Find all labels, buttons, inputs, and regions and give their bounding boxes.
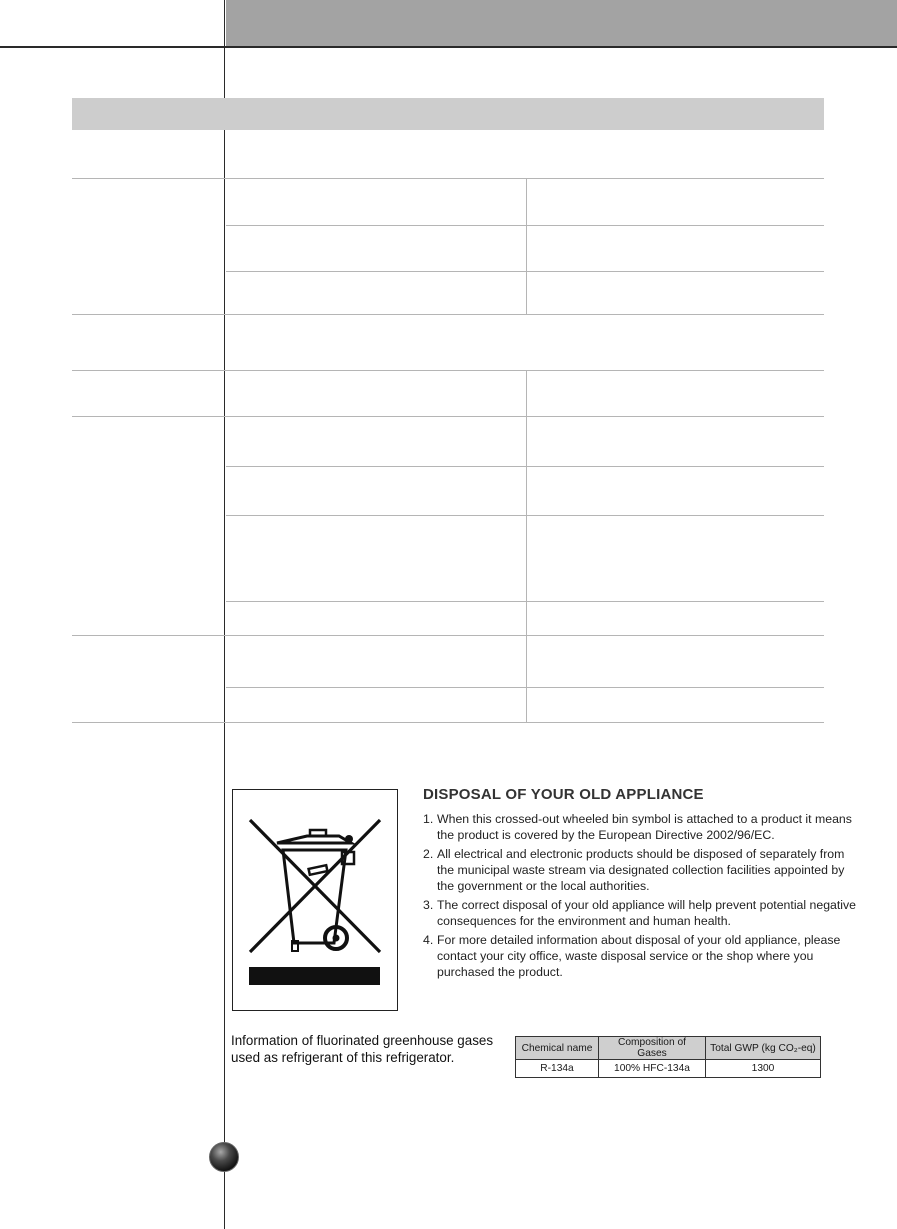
page-marker-dot <box>209 1142 239 1172</box>
section-header-bar <box>72 98 824 130</box>
gas-table <box>515 1036 821 1078</box>
table-rule <box>226 515 824 516</box>
table-rule <box>226 687 824 688</box>
list-item: 4. For more detailed information about disposal of your old appliance, please contact your city office, waste disposal service or the shop where you purchased the product. <box>423 932 841 980</box>
table-rule <box>72 178 824 179</box>
list-item: 3. The correct disposal of your old appliance will help prevent potential negative consequences for the environment and human health. <box>423 898 857 929</box>
list-item: 1. When this crossed-out wheeled bin symbol is attached to a product it means the product is covered by the European Directive 2002/96/EC. <box>423 812 852 843</box>
table-header: Total GWP (kg CO₂-eq) <box>706 1037 821 1060</box>
table-header: Chemical name <box>516 1037 599 1060</box>
table-rule <box>226 601 824 602</box>
table-column-rule <box>526 178 527 314</box>
table-header: Composition of Gases <box>599 1037 706 1060</box>
header-band <box>226 0 897 46</box>
header-divider <box>0 46 897 48</box>
list-item: 2. All electrical and electronic products should be disposed of separately from the municipal waste stream via designated collection facilities appointed by the government or the local authorities. <box>423 846 845 894</box>
table-rule <box>226 466 824 467</box>
table-header-row <box>516 1037 821 1060</box>
table-rule <box>72 416 824 417</box>
table-rule <box>72 370 824 371</box>
table-cell: 1300 <box>706 1060 821 1078</box>
table-column-rule <box>526 370 527 723</box>
crossed-out-wheeled-bin-icon <box>233 790 399 1012</box>
table-rule <box>226 225 824 226</box>
weee-symbol-box <box>232 789 398 1011</box>
table-rule <box>72 635 824 636</box>
table-rule <box>72 722 824 723</box>
table-rule <box>72 314 824 315</box>
margin-rule <box>224 0 225 1229</box>
table-row <box>516 1060 821 1078</box>
table-cell: R-134a <box>516 1060 599 1078</box>
table-rule <box>226 271 824 272</box>
disposal-list <box>423 811 863 983</box>
disposal-title: DISPOSAL OF YOUR OLD APPLIANCE <box>423 786 704 803</box>
fgas-note: Information of fluorinated greenhouse gases used as refrigerant of this refrigerator. <box>231 1033 494 1065</box>
table-cell: 100% HFC-134a <box>599 1060 706 1078</box>
